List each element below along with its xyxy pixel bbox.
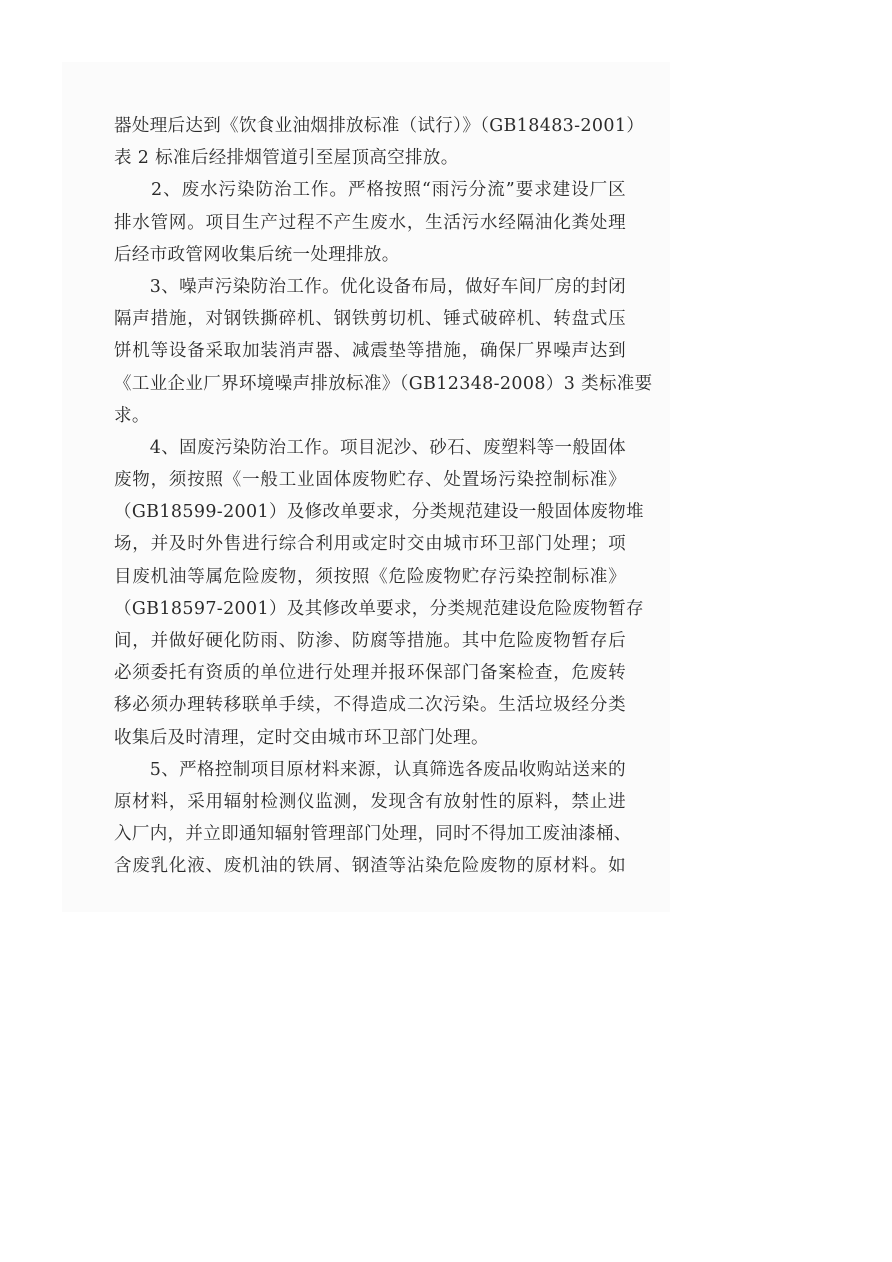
paragraph-first-line: 3、噪声污染防治工作。优化设备布局，做好车间厂房的封闭 (114, 276, 626, 297)
text-line: 移必须办理转移联单手续，不得造成二次污染。生活垃圾经分类 (114, 695, 626, 716)
text-line: 目废机油等属危险废物，须按照《危险废物贮存污染控制标准》 (114, 566, 626, 587)
text-line: 器处理后达到《饮食业油烟排放标准（试行）》（GB18483-2001） (114, 116, 645, 136)
text-line: 入厂内，并立即通知辐射管理部门处理，同时不得加工废油漆桶、 (114, 824, 632, 845)
paragraph-first-line: 5、严格控制项目原材料来源，认真筛选各废品收购站送来的 (114, 759, 626, 780)
text-line: 排水管网。项目生产过程不产生废水，生活污水经隔油化粪处理 (114, 212, 626, 233)
paragraph-first-line: 4、固废污染防治工作。项目泥沙、砂石、废塑料等一般固体 (114, 437, 626, 458)
text-line: 间，并做好硬化防雨、防渗、防腐等措施。其中危险废物暂存后 (114, 631, 626, 651)
text-line: 《工业企业厂界环境噪声排放标准》（GB12348-2008）3 类标准要 (114, 373, 653, 394)
text-line: 原材料，采用辐射检测仪监测，发现含有放射性的原料，禁止进 (114, 791, 626, 812)
text-line: 场，并及时外售进行综合利用或定时交由城市环卫部门处理；项 (114, 534, 626, 555)
text-line: 含废乳化液、废机油的铁屑、钢渣等沾染危险废物的原材料。如 (114, 856, 626, 877)
text-line: 必须委托有资质的单位进行处理并报环保部门备案检查，危废转 (114, 663, 626, 684)
paragraph-first-line: 2、废水污染防治工作。严格按照“雨污分流”要求建设厂区 (114, 180, 626, 201)
text-line: 废物，须按照《一般工业固体废物贮存、处置场污染控制标准》 (114, 470, 626, 491)
text-line: （GB18597-2001）及其修改单要求，分类规范建设危险废物暂存 (114, 598, 644, 619)
text-line: 表 2 标准后经排烟管道引至屋顶高空排放。 (114, 148, 459, 169)
document-body (114, 110, 653, 883)
text-line: 饼机等设备采取加装消声器、减震垫等措施，确保厂界噪声达到 (114, 341, 626, 362)
text-line: （GB18599-2001）及修改单要求，分类规范建设一般固体废物堆 (114, 502, 644, 523)
text-line: 后经市政管网收集后统一处理排放。 (114, 244, 400, 265)
text-line: 收集后及时清理，定时交由城市环卫部门处理。 (114, 727, 489, 748)
text-line: 求。 (114, 405, 150, 426)
text-line: 隔声措施，对钢铁撕碎机、钢铁剪切机、锤式破碎机、转盘式压 (114, 309, 626, 330)
